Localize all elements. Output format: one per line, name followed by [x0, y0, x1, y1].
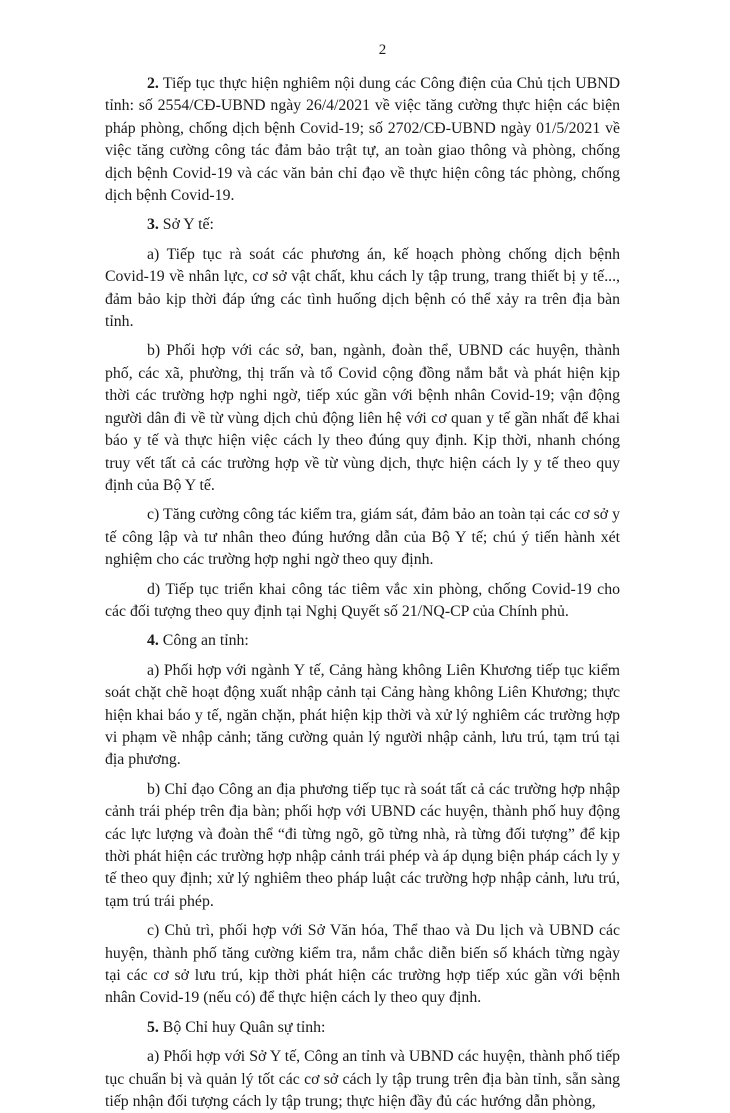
section-number: 5.	[147, 1018, 159, 1036]
paragraph-3a: a) Tiếp tục rà soát các phương án, kế hoạch phòng chống dịch bệnh Covid-19 về nhân lực, cơ sở vật chất, khu cách ly tập trung, trang thiết bị y tế..., đảm bảo kịp thời đáp ứng các tình huống dịch bệnh có thể xảy ra trên địa bàn tỉnh.	[105, 245, 620, 331]
heading-bo-chi-huy-quan-su	[105, 1017, 620, 1039]
page-number: 2	[378, 42, 387, 58]
heading-text: Công an tỉnh:	[158, 632, 249, 650]
section-number: 3.	[147, 216, 159, 234]
paragraph-2	[105, 73, 620, 207]
paragraph-text: Tiếp tục thực hiện nghiêm nội dung các Công điện của Chủ tịch UBND tỉnh: số 2554/CĐ-UBND ngày 26/4/2021 về việc tăng cường thực hiện các biện pháp phòng, chống dịch bệnh Covid-19; số 2702/CĐ-UBND ngày 01/5/2021 về việc tăng cường công tác đảm bảo trật tự, an toàn giao thông và phòng, chống dịch bệnh Covid-19 và các văn bản chỉ đạo về thực hiện công tác phòng, chống dịch bệnh Covid-19.	[105, 75, 620, 205]
paragraph-4b: b) Chỉ đạo Công an địa phương tiếp tục rà soát tất cả các trường hợp nhập cảnh trái phép trên địa bàn; phối hợp với UBND các huyện, thành phố huy động các lực lượng và đoàn thể “đi từng ngõ, gõ từng nhà, rà từng đối tượng” để kịp thời phát hiện các trường hợp nhập cảnh trái phép và áp dụng biện pháp cách ly y tế theo quy định; xử lý nghiêm theo pháp luật các trường hợp nhập cảnh, lưu trú, tạm trú trái phép.	[105, 780, 620, 910]
section-number: 2.	[147, 75, 159, 92]
paragraph-4c: c) Chủ trì, phối hợp với Sở Văn hóa, Thể thao và Du lịch và UBND các huyện, thành phố tăng cường kiểm tra, nắm chắc diễn biến số khách từng ngày tại các cơ sở lưu trú, kịp thời phát hiện các trường hợp tiếp xúc gần với bệnh nhân Covid-19 (nếu có) để thực hiện cách ly theo quy định.	[105, 922, 620, 1007]
heading-text: Bộ Chỉ huy Quân sự tỉnh:	[158, 1018, 326, 1036]
paragraph-5a: a) Phối hợp với Sở Y tế, Công an tỉnh và UBND các huyện, thành phố tiếp tục chuẩn bị và quản lý tốt các cơ sở cách ly tập trung trên địa bàn tỉnh, sẵn sàng tiếp nhận đối tượng cách ly tập trung; thực hiện đầy đủ các hướng dẫn phòng,	[105, 1048, 620, 1111]
section-number: 4.	[147, 632, 159, 650]
paragraph-3d: d) Tiếp tục triển khai công tác tiêm vắc xin phòng, chống Covid-19 cho các đối tượng theo quy định tại Nghị Quyết số 21/NQ-CP của Chính phủ.	[105, 580, 620, 620]
heading-text: Sở Y tế:	[158, 216, 214, 234]
paragraph-3b: b) Phối hợp với các sở, ban, ngành, đoàn thể, UBND các huyện, thành phố, các xã, phường, thị trấn và tổ Covid cộng đồng nắm bắt và phát hiện kịp thời các trường hợp nghi ngờ, tiếp xúc gần với bệnh nhân Covid-19; vận động người dân đi về từ vùng dịch chủ động liên hệ với cơ quan y tế gần nhất để khai báo y tế và thực hiện việc cách ly theo đúng quy định. Kịp thời, nhanh chóng truy vết tất cả các trường hợp về từ vùng dịch, thực hiện cách ly y tế theo quy định của Bộ Y tế.	[105, 342, 620, 494]
heading-so-y-te	[105, 214, 620, 236]
heading-cong-an-tinh	[105, 630, 620, 652]
paragraph-4a: a) Phối hợp với ngành Y tế, Cảng hàng không Liên Khương tiếp tục kiểm soát chặt chẽ hoạt động xuất nhập cảnh tại Cảng hàng không Liên Khương; thực hiện khai báo y tế, ngăn chặn, phát hiện kịp thời và xử lý nghiêm các trường hợp vi phạm về nhập cảnh; tăng cường quản lý người nhập cảnh, lưu trú, tạm trú tại địa phương.	[105, 661, 620, 769]
paragraph-3c: c) Tăng cường công tác kiểm tra, giám sát, đảm bảo an toàn tại các cơ sở y tế công lập và tư nhân theo đúng hướng dẫn của Bộ Y tế; chú ý tiến hành xét nghiệm cho các trường hợp nghi ngờ theo quy định.	[105, 506, 620, 569]
